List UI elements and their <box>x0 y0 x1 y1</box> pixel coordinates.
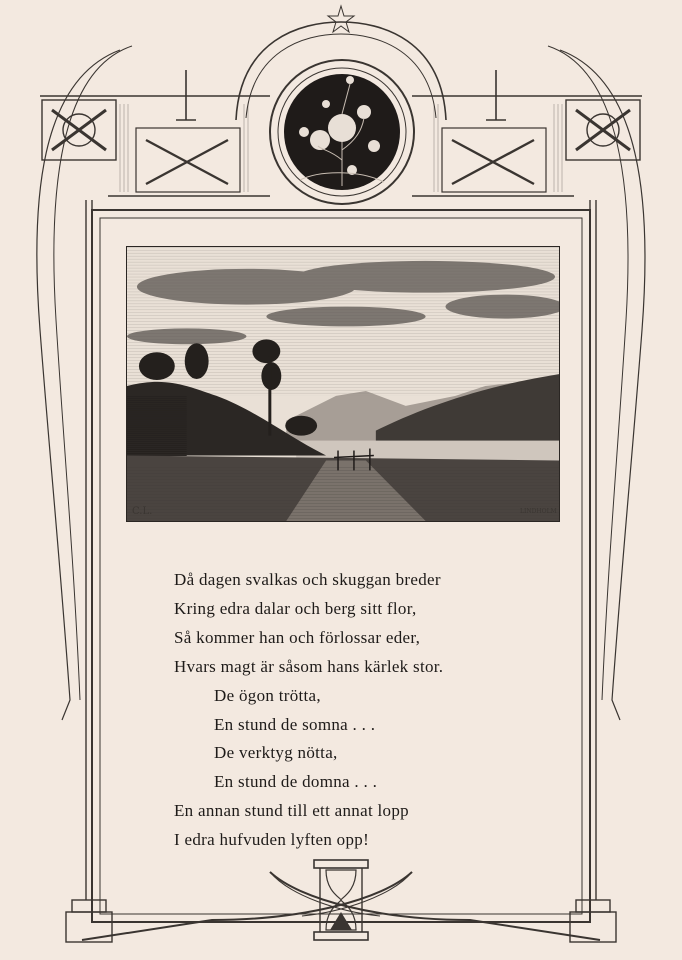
poem-line: Kring edra dalar och berg sitt flor, <box>174 598 417 618</box>
flower-medallion <box>270 60 414 204</box>
poem-line: Så kommer han och förlossar eder, <box>174 627 421 647</box>
poem-line: Hvars magt är såsom hans kärlek stor. <box>174 656 444 676</box>
landscape-scene <box>127 247 559 521</box>
landscape-engraving <box>126 246 560 522</box>
poem-line-indented: De ögon trötta, <box>214 685 321 705</box>
poem-line: I edra hufvuden lyften opp! <box>174 830 370 850</box>
poem-line-indented: De verktyg nötta, <box>214 743 338 763</box>
poem-line-indented: En stund de domna . . . <box>214 772 378 792</box>
poem <box>174 566 554 855</box>
illustration-signature-left: C.L. <box>132 506 153 517</box>
poem-line-indented: En stund de somna . . . <box>214 714 376 734</box>
poem-line: Då dagen svalkas och skuggan breder <box>174 570 441 589</box>
poem-line: En annan stund till ett annat lopp <box>174 801 409 821</box>
illustration-signature-right: LINDHOLM <box>520 508 557 515</box>
